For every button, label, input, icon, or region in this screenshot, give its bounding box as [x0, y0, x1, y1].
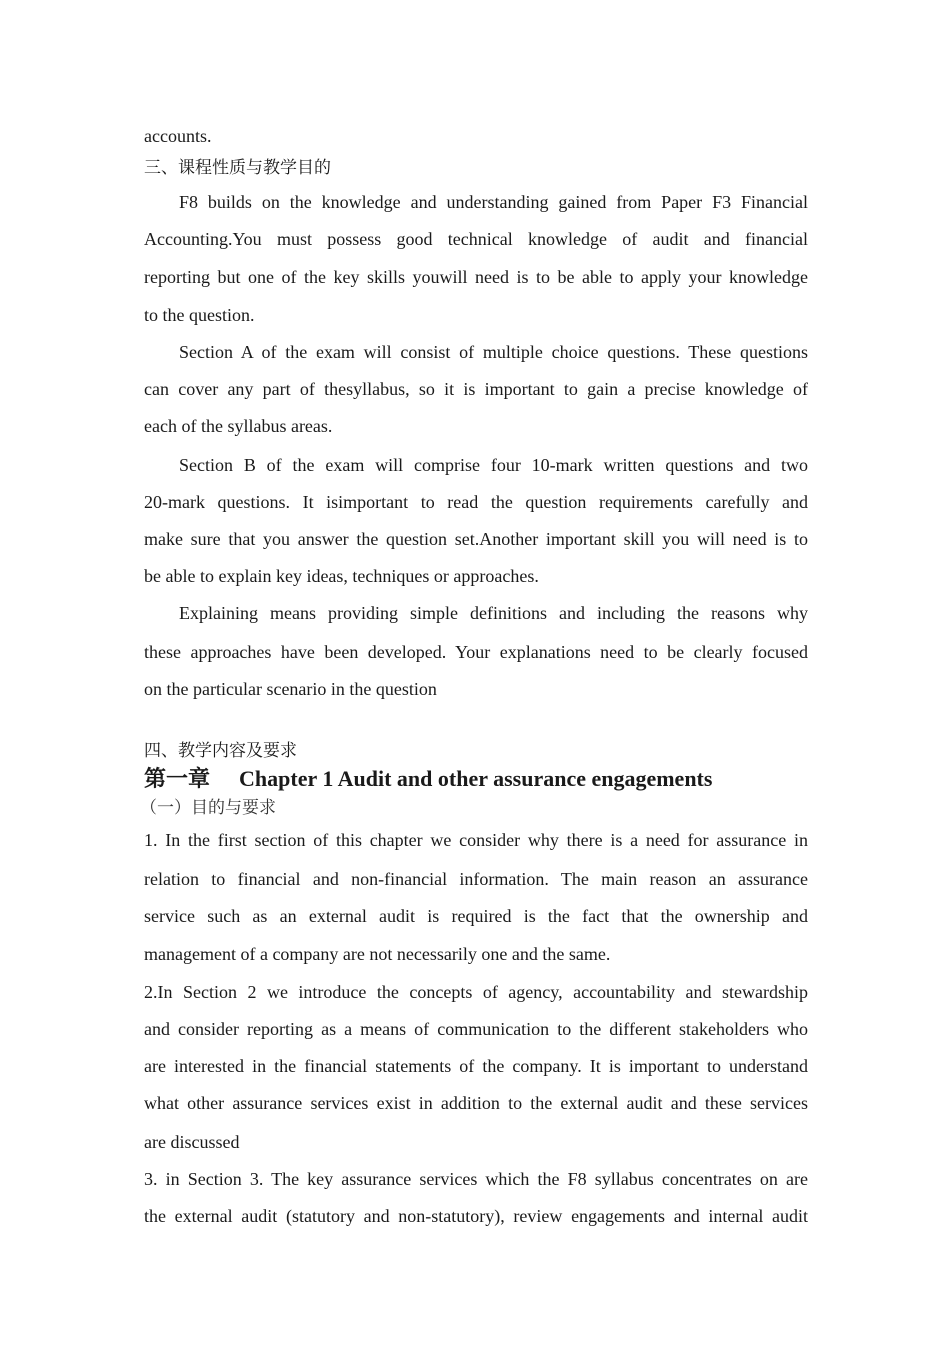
paragraph-line: are interested in the financial statements of the company. It is important to understand	[144, 1056, 808, 1076]
paragraph-line: 20-mark questions. It isimportant to read the question requirements carefully and	[144, 492, 808, 512]
paragraph-line: Explaining means providing simple definitions and including the reasons why	[179, 603, 808, 623]
paragraph-line: 3. in Section 3. The key assurance services which the F8 syllabus concentrates on are	[144, 1169, 808, 1189]
paragraph-line: what other assurance services exist in addition to the external audit and these services	[144, 1093, 808, 1113]
chapter-number: 第一章	[144, 767, 211, 792]
paragraph-line: Section A of the exam will consist of multiple choice questions. These questions	[179, 342, 808, 362]
section-heading-4: 四、教学内容及要求	[144, 741, 297, 761]
paragraph-line: are discussed	[144, 1132, 240, 1152]
paragraph-line: service such as an external audit is required is the fact that the ownership and	[144, 906, 808, 926]
paragraph-line: Section B of the exam will comprise four 10-mark written questions and two	[179, 455, 808, 475]
paragraph-line: to the question.	[144, 305, 255, 325]
paragraph-line: F8 builds on the knowledge and understanding gained from Paper F3 Financial	[179, 192, 808, 212]
paragraph-line: each of the syllabus areas.	[144, 416, 333, 436]
paragraph-line: management of a company are not necessarily one and the same.	[144, 944, 611, 964]
paragraph-line: relation to financial and non-financial information. The main reason an assurance	[144, 869, 808, 889]
text-line: accounts.	[144, 126, 212, 146]
paragraph-line: make sure that you answer the question set.Another important skill you will need is to	[144, 529, 808, 549]
paragraph-line: 2.In Section 2 we introduce the concepts of agency, accountability and stewardship	[144, 982, 808, 1002]
paragraph-line: 1. In the first section of this chapter we consider why there is a need for assurance in	[144, 830, 808, 850]
chapter-title-text: Chapter 1 Audit and other assurance engagements	[239, 766, 713, 791]
paragraph-line: on the particular scenario in the question	[144, 679, 437, 699]
paragraph-line: can cover any part of thesyllabus, so it is important to gain a precise knowledge of	[144, 379, 808, 399]
paragraph-line: the external audit (statutory and non-statutory), review engagements and internal audit	[144, 1206, 808, 1226]
paragraph-line: and consider reporting as a means of communication to the different stakeholders who	[144, 1019, 808, 1039]
chapter-title	[144, 766, 712, 793]
paragraph-line: these approaches have been developed. Your explanations need to be clearly focused	[144, 642, 808, 662]
paragraph-line: Accounting.You must possess good technical knowledge of audit and financial	[144, 229, 808, 249]
paragraph-line: reporting but one of the key skills youwill need is to be able to apply your knowledge	[144, 267, 808, 287]
subsection-heading: （一）目的与要求	[140, 798, 276, 818]
section-heading-3: 三、课程性质与教学目的	[144, 158, 331, 178]
paragraph-line: be able to explain key ideas, techniques or approaches.	[144, 566, 539, 586]
